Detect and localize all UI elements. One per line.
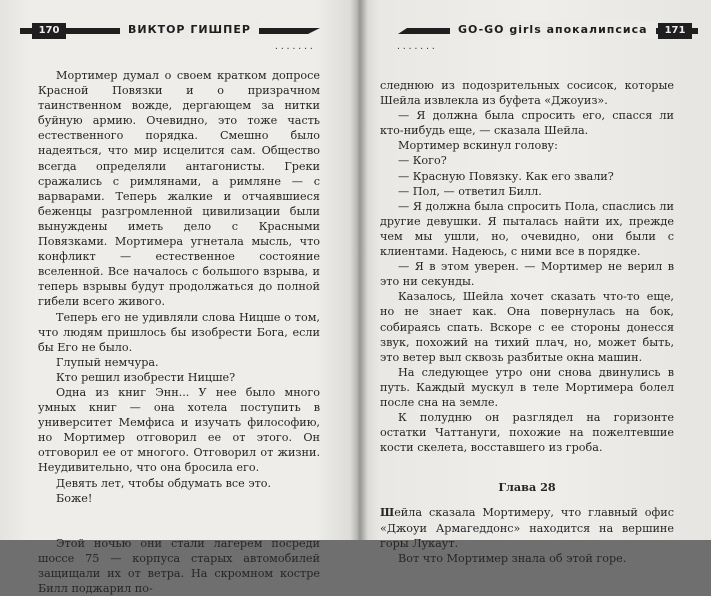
page-number: 170 <box>32 23 66 39</box>
page-number: 171 <box>658 23 692 39</box>
paragraph: Девять лет, чтобы обдумать все это. <box>56 476 272 490</box>
paragraph: — Я должна была спросить его, спасся ли кто-нибудь еще, — сказала Шейла. <box>380 109 674 138</box>
paragraph: следнюю из подозрительных сосисок, которые Шейла извлекла из буфета «Джоуиз». <box>380 79 674 108</box>
left-running-header <box>20 20 338 53</box>
left-page-body <box>38 68 320 596</box>
right-page-body <box>380 78 674 566</box>
paragraph: — Пол, — ответил Билл. <box>398 184 542 198</box>
header-dots: ······· <box>274 44 315 53</box>
paragraph: Мортимер вскинул голову: <box>398 139 558 153</box>
paragraph: Кто решил изобрести Ницше? <box>56 370 236 384</box>
paragraph: Вот что Мортимер знала об этой горе. <box>398 551 627 565</box>
running-header-title: GO-GO girls апокалипсиса <box>450 21 656 39</box>
paragraph: К полудню он разглядел на горизонте остатки Чаттануги, похожие на пожелтевшие кости скелета, восставшего из гроба. <box>380 411 674 455</box>
paragraph: — Я должна была спросить Пола, спаслись ли другие девушки. Я пыталась найти их, прежде чем мы ушли, но, очевидно, они были с клиентами. Надеюсь, с ними все в порядке. <box>380 199 674 259</box>
paragraph: Казалось, Шейла хочет сказать что-то еще, но не знает как. Она повернулась на бок, собираясь спать. Вскоре с ее стороны донесся звук, похожий на тихий плач, но, может быть, это ветер выл сквозь разбитые окна машин. <box>380 290 674 364</box>
paragraph: — Кого? <box>398 154 447 168</box>
chapter-first-paragraph <box>380 505 674 550</box>
right-running-header <box>388 20 698 53</box>
paragraph: Боже! <box>56 491 93 505</box>
book-gutter-shadow <box>350 0 368 540</box>
paragraph: — Я в этом уверен. — Мортимер не верил в это ни секунды. <box>380 260 674 289</box>
running-header-author: ВИКТОР ГИШПЕР <box>120 21 259 39</box>
header-dots: ······· <box>396 44 437 53</box>
paragraph: На следующее утро они снова двинулись в путь. Каждый мускул в теле Мортимера болел после сна на земле. <box>380 365 674 409</box>
paragraph: — Красную Повязку. Как его звали? <box>398 169 614 183</box>
chapter-heading: Глава 28 <box>498 480 556 495</box>
paragraph: Этой ночью они стали лагерем посреди шоссе 75 — корпуса старых автомобилей защищали их от ветра. На скромном костре Билл поджарил по- <box>38 536 320 595</box>
right-page <box>358 0 711 565</box>
paragraph: Одна из книг Энн... У нее было много умных книг — она хотела поступить в университет Мемфиса и изучать философию, но Мортимер отговорил ее от этого. Он отговорил ее от многого. Отговорил от жизни. Неудивительно, что она бросила его. <box>38 385 320 475</box>
paragraph: Теперь его не удивляли слова Ницше о том, что людям пришлось бы изобрести Бога, если бы Его не было. <box>38 310 320 354</box>
paragraph: Мортимер думал о своем кратком допросе Красной Повязки и о призрачном таинственном вожде, дергающем за нитки буйную армию. Очевидно, это тоже часть естественного порядка. Смешно было надеяться, что мир исцелится сам. Общество всегда определяли антагонисты. Греки сражались с римлянами, а римляне — с варварами. Теперь жалкие и отчаявшиеся беженцы разгромленной цивилизации были вынуждены иметь дело с Красными Повязками. Мортимера угнетала мысль, что конфликт — естественное состояние вселенной. Все началось с большого взрыва, и теперь взрывы будут продолжаться до полной гибели всего живого. <box>38 69 320 309</box>
paragraph-text: ейла сказала Мортимеру, что главный офис «Джоуи Армагеддонс» находится на вершине горы Лукаут. <box>380 506 674 550</box>
paragraph: Глупый немчура. <box>56 355 159 369</box>
drop-cap: Ш <box>380 505 395 520</box>
